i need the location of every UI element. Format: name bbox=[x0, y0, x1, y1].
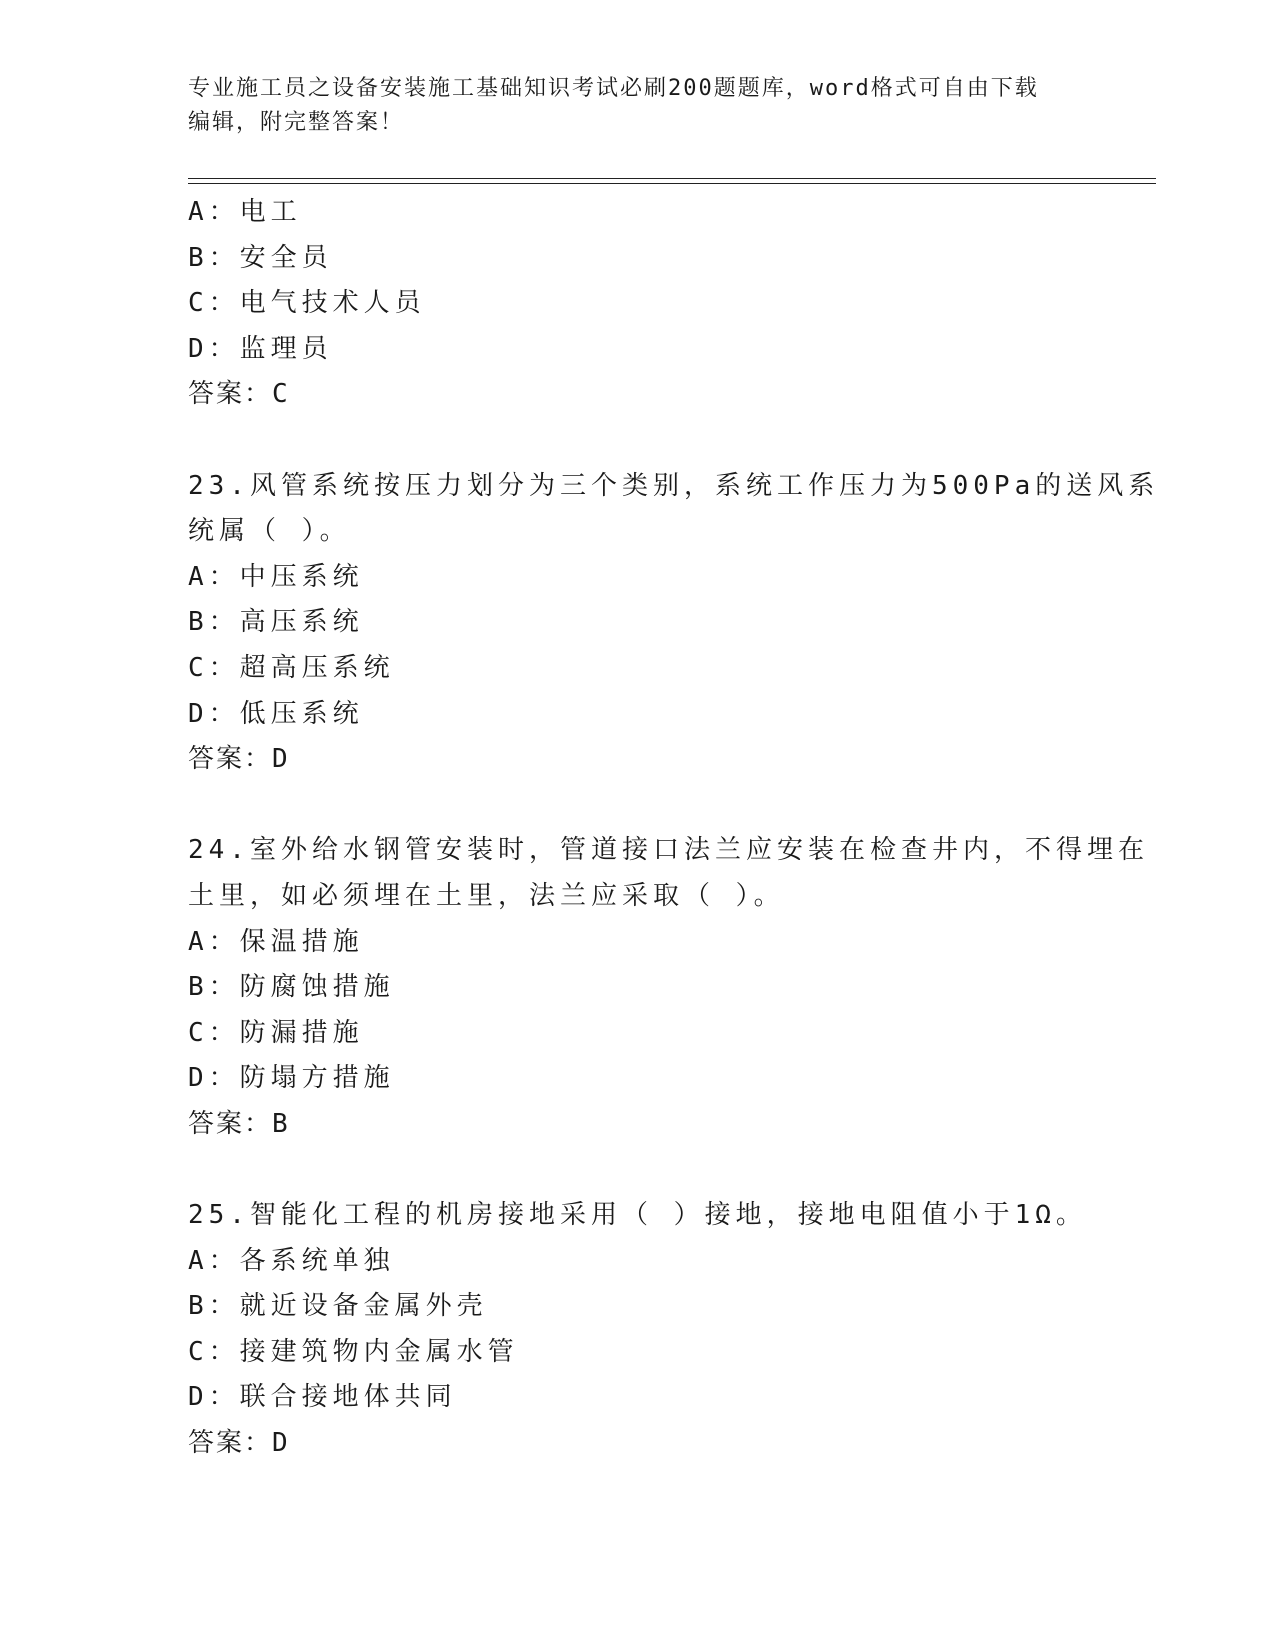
answer-line: 答案：D bbox=[188, 744, 290, 775]
answer-line: 答案：B bbox=[188, 1108, 290, 1139]
question-24-block bbox=[188, 828, 1149, 1147]
question-22-block bbox=[188, 190, 1088, 418]
header-title-line-2: 编辑，附完整答案！ bbox=[188, 110, 405, 135]
header-rule-top bbox=[188, 178, 1156, 179]
answer-line: 答案：C bbox=[188, 379, 290, 410]
option-d: D：监理员 bbox=[188, 333, 333, 364]
option-c: C：电气技术人员 bbox=[188, 288, 426, 319]
option-d: D：防塌方措施 bbox=[188, 1063, 395, 1094]
question-content bbox=[188, 190, 1160, 1467]
option-a: A：各系统单独 bbox=[188, 1245, 395, 1276]
option-c: C：接建筑物内金属水管 bbox=[188, 1336, 519, 1367]
question-text-line-1: 25.智能化工程的机房接地采用（ ）接地，接地电阻值小于1Ω。 bbox=[188, 1200, 1087, 1231]
answer-line: 答案：D bbox=[188, 1428, 290, 1459]
question-spacer bbox=[188, 418, 1088, 464]
question-text-line-2: 统属（ ）。 bbox=[188, 516, 351, 547]
header-rule-bottom bbox=[188, 183, 1156, 184]
question-spacer bbox=[188, 783, 1088, 829]
option-c: C：防漏措施 bbox=[188, 1017, 364, 1048]
option-a: A：电工 bbox=[188, 197, 302, 227]
question-text-line-2: 土里，如必须埋在土里，法兰应采取（ ）。 bbox=[188, 880, 785, 911]
page-header bbox=[188, 72, 1088, 140]
question-23-block bbox=[188, 464, 1160, 783]
option-a: A：保温措施 bbox=[188, 926, 364, 957]
option-a: A：中压系统 bbox=[188, 561, 364, 592]
option-c: C：超高压系统 bbox=[188, 652, 395, 683]
question-spacer bbox=[188, 1147, 1088, 1193]
question-text-line-1: 23.风管系统按压力划分为三个类别，系统工作压力为500Pa的送风系 bbox=[188, 470, 1160, 501]
question-text-line-1: 24.室外给水钢管安装时，管道接口法兰应安装在检查井内，不得埋在 bbox=[188, 835, 1149, 866]
option-d: D：低压系统 bbox=[188, 698, 364, 729]
option-d: D：联合接地体共同 bbox=[188, 1382, 457, 1413]
option-b: B：高压系统 bbox=[188, 607, 364, 638]
option-b: B：就近设备金属外壳 bbox=[188, 1291, 488, 1322]
option-b: B：安全员 bbox=[188, 242, 333, 273]
header-title-line-1: 专业施工员之设备安装施工基础知识考试必刷200题题库，word格式可自由下载 bbox=[188, 76, 1039, 101]
question-25-block bbox=[188, 1193, 1088, 1467]
option-b: B：防腐蚀措施 bbox=[188, 972, 395, 1003]
